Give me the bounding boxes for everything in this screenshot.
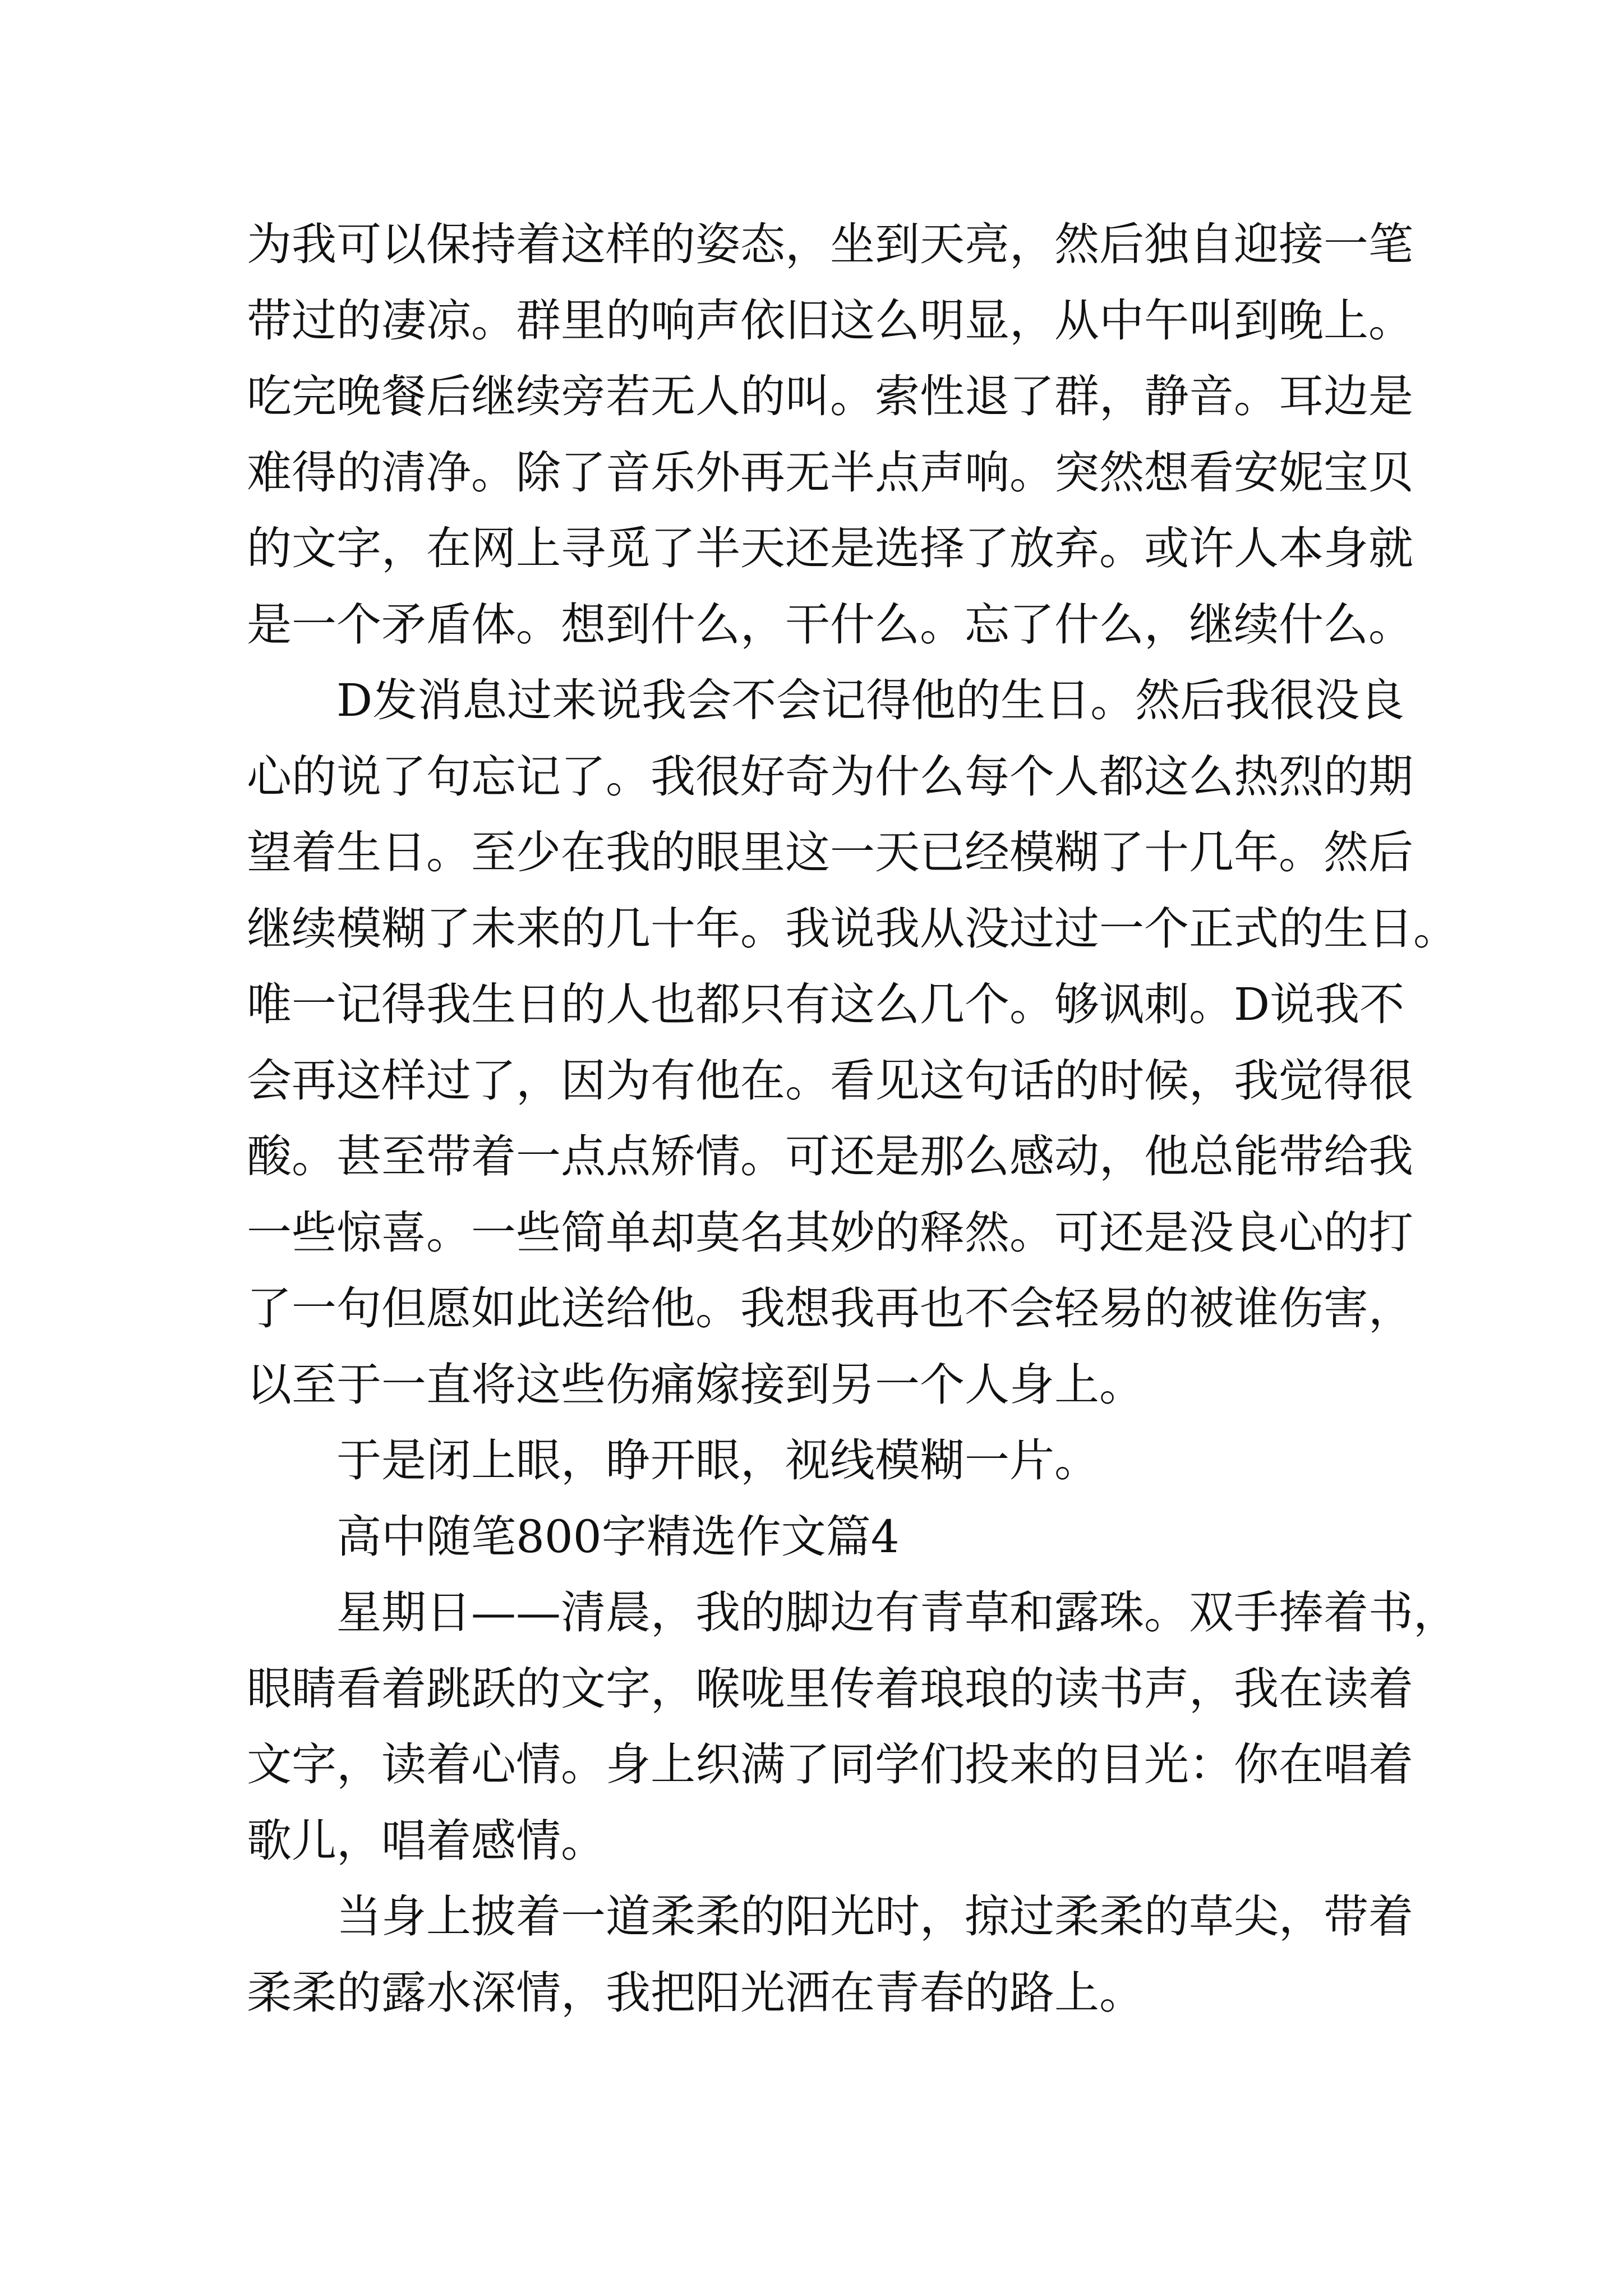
text-line: 高中随笔800字精选作文篇4 (336, 1510, 900, 1563)
text-line: 柔柔的露水深情，我把阳光洒在青春的路上。 (247, 1966, 1144, 2019)
text-line: 带过的凄凉。群里的响声依旧这么明显，从中午叫到晚上。 (247, 294, 1413, 347)
text-line: 难得的清净。除了音乐外再无半点声响。突然想看安妮宝贝 (247, 446, 1413, 499)
text-line: 的文字，在网上寻觅了半天还是选择了放弃。或许人本身就 (247, 522, 1413, 574)
text-line: 歌儿，唱着感情。 (247, 1814, 606, 1867)
text-line: 望着生日。至少在我的眼里这一天已经模糊了十几年。然后 (247, 826, 1413, 878)
text-line: 唯一记得我生日的人也都只有这么几个。够讽刺。D说我不 (247, 978, 1405, 1030)
text-line: D发消息过来说我会不会记得他的生日。然后我很没良 (336, 674, 1405, 726)
text-line: 继续模糊了未来的几十年。我说我从没过过一个正式的生日。 (247, 902, 1458, 955)
text-line: 当身上披着一道柔柔的阳光时，掠过柔柔的草尖，带着 (336, 1890, 1413, 1943)
text-line: 于是闭上眼，睁开眼，视线模糊一片。 (336, 1434, 1099, 1487)
text-line: 为我可以保持着这样的姿态，坐到天亮，然后独自迎接一笔 (247, 218, 1413, 270)
document-body (247, 206, 1458, 2031)
text-line: 心的说了句忘记了。我很好奇为什么每个人都这么热烈的期 (247, 750, 1413, 803)
text-line: 一些惊喜。一些简单却莫名其妙的释然。可还是没良心的打 (247, 1206, 1413, 1259)
text-line: 以至于一直将这些伤痛嫁接到另一个人身上。 (247, 1358, 1144, 1411)
text-line: 酸。甚至带着一点点矫情。可还是那么感动，他总能带给我 (247, 1130, 1413, 1182)
text-line: 吃完晚餐后继续旁若无人的叫。索性退了群，静音。耳边是 (247, 370, 1413, 422)
text-line: 星期日——清晨，我的脚边有青草和露珠。双手捧着书， (336, 1586, 1458, 1639)
text-line: 了一句但愿如此送给他。我想我再也不会轻易的被谁伤害， (247, 1282, 1413, 1335)
text-line: 文字，读着心情。身上织满了同学们投来的目光：你在唱着 (247, 1738, 1413, 1791)
text-line: 是一个矛盾体。想到什么，干什么。忘了什么，继续什么。 (247, 598, 1413, 651)
text-line: 会再这样过了，因为有他在。看见这句话的时候，我觉得很 (247, 1054, 1413, 1107)
text-line: 眼睛看着跳跃的文字，喉咙里传着琅琅的读书声，我在读着 (247, 1662, 1413, 1715)
